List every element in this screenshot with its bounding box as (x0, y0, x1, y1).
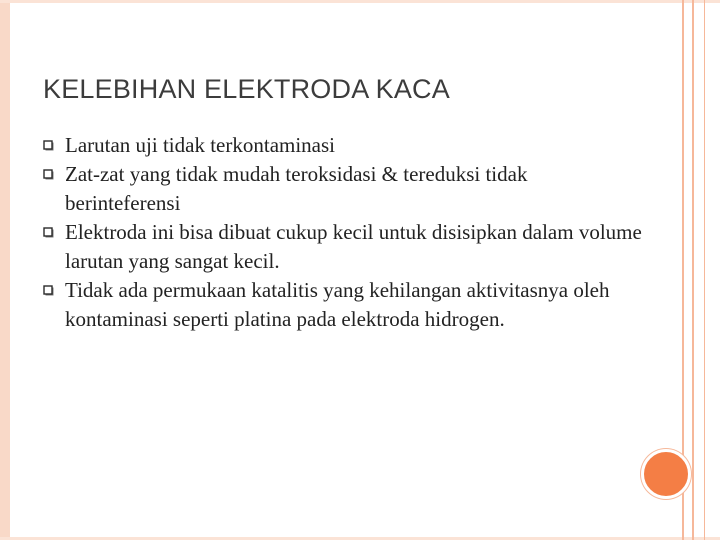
bullet-text: Elektroda ini bisa dibuat cukup kecil untuk disisipkan dalam volume larutan yang sangat kecil. (65, 220, 642, 273)
square-checkbox-icon (43, 140, 55, 152)
bullet-item (43, 131, 643, 160)
bullet-text: Zat-zat yang tidak mudah teroksidasi & tereduksi tidak berinteferensi (65, 162, 528, 215)
square-checkbox-icon (43, 169, 55, 181)
bullet-text: Tidak ada permukaan katalitis yang kehilangan aktivitasnya oleh kontaminasi seperti platina pada elektroda hidrogen. (65, 278, 610, 331)
square-checkbox-icon (43, 227, 55, 239)
top-frame-bar (0, 0, 720, 3)
square-checkbox-icon (43, 285, 55, 297)
bullet-item (43, 160, 643, 218)
bullet-item (43, 218, 643, 276)
decorative-rail (704, 0, 705, 540)
bullet-text: Larutan uji tidak terkontaminasi (65, 133, 336, 157)
decorative-rail (692, 0, 694, 540)
bullet-item (43, 276, 643, 334)
bullet-list (43, 131, 643, 334)
left-frame-bar (0, 0, 10, 540)
orange-circle-decoration (641, 449, 691, 499)
slide-title: KELEBIHAN ELEKTRODA KACA (43, 74, 450, 104)
